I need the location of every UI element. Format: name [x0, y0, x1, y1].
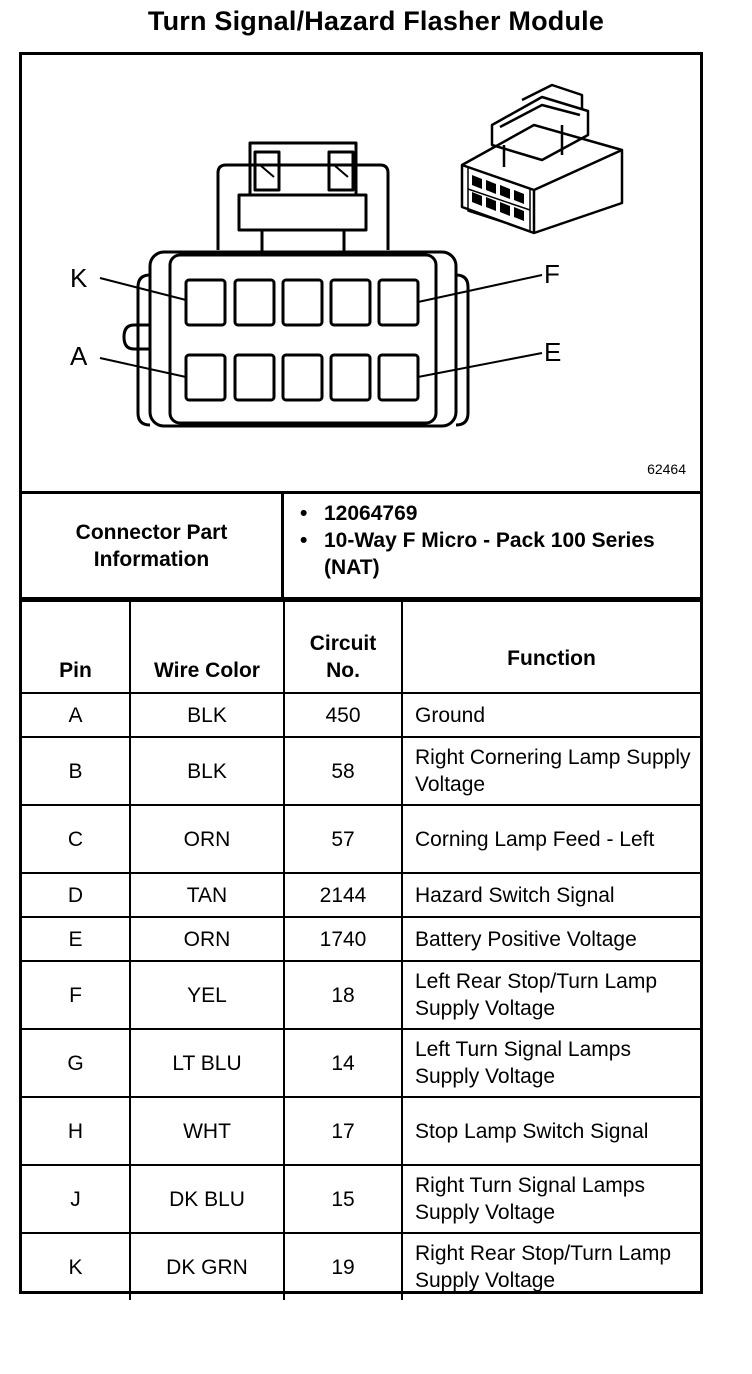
wire-color-cell: WHT	[130, 1097, 284, 1165]
pin-label-a: A	[70, 341, 88, 371]
table-header-row	[22, 601, 700, 693]
connector-face-drawing	[22, 55, 700, 491]
table-row	[22, 805, 700, 873]
connector-type: • 10-Way F Micro - Pack 100 Series (NAT)	[324, 527, 700, 581]
header-circuit-no: Circuit No.	[284, 601, 402, 693]
circuit-cell: 14	[284, 1029, 402, 1097]
table-row	[22, 873, 700, 917]
connector-latch	[218, 165, 388, 250]
function-cell: Left Turn Signal Lamps Supply Voltage	[402, 1029, 700, 1097]
pin-cell: F	[22, 961, 130, 1029]
header-wire-color: Wire Color	[130, 601, 284, 693]
function-cell: Ground	[402, 693, 700, 737]
wire-color-cell: TAN	[130, 873, 284, 917]
page-title: Turn Signal/Hazard Flasher Module	[147, 6, 605, 36]
circuit-cell: 450	[284, 693, 402, 737]
connector-isometric-view	[462, 85, 622, 233]
connector-part-info	[22, 491, 700, 600]
wire-color-cell: ORN	[130, 917, 284, 961]
wire-color-cell: BLK	[130, 737, 284, 805]
cavity	[331, 280, 370, 325]
circuit-cell: 2144	[284, 873, 402, 917]
circuit-cell: 17	[284, 1097, 402, 1165]
function-cell: Stop Lamp Switch Signal	[402, 1097, 700, 1165]
wire-color-cell: DK GRN	[130, 1233, 284, 1300]
table-row	[22, 1097, 700, 1165]
cavity-f	[379, 280, 418, 325]
wire-color-cell: LT BLU	[130, 1029, 284, 1097]
function-cell: Hazard Switch Signal	[402, 873, 700, 917]
function-cell: Left Rear Stop/Turn Lamp Supply Voltage	[402, 961, 700, 1029]
function-cell: Right Rear Stop/Turn Lamp Supply Voltage	[402, 1233, 700, 1300]
table-row	[22, 917, 700, 961]
header-function: Function	[402, 601, 700, 693]
function-cell: Right Cornering Lamp Supply Voltage	[402, 737, 700, 805]
pin-label-e: E	[544, 337, 562, 367]
circuit-cell: 19	[284, 1233, 402, 1300]
circuit-cell: 15	[284, 1165, 402, 1233]
pin-cell: C	[22, 805, 130, 873]
cavity	[283, 280, 322, 325]
pin-cell: H	[22, 1097, 130, 1165]
pin-cell: J	[22, 1165, 130, 1233]
pin-cell: B	[22, 737, 130, 805]
pin-cell: K	[22, 1233, 130, 1300]
figure-reference-number: 62464	[647, 461, 686, 477]
leader-a	[100, 358, 186, 377]
cavity-a	[186, 355, 225, 400]
pin-cell: D	[22, 873, 130, 917]
connector-sheet	[19, 52, 703, 1294]
pin-label-k: K	[70, 263, 88, 293]
function-cell: Battery Positive Voltage	[402, 917, 700, 961]
table-row	[22, 961, 700, 1029]
wire-color-cell: ORN	[130, 805, 284, 873]
function-cell: Right Turn Signal Lamps Supply Voltage	[402, 1165, 700, 1233]
pin-label-f: F	[544, 259, 560, 289]
cavity	[235, 355, 274, 400]
cavity	[331, 355, 370, 400]
circuit-cell: 58	[284, 737, 402, 805]
connector-info-label: Connector Part Information	[22, 494, 284, 597]
circuit-cell: 18	[284, 961, 402, 1029]
table-row	[22, 1029, 700, 1097]
wire-color-cell: YEL	[130, 961, 284, 1029]
cavity-e	[379, 355, 418, 400]
table-row	[22, 1233, 700, 1300]
table-row	[22, 737, 700, 805]
leader-k	[100, 278, 186, 300]
table-row	[22, 1165, 700, 1233]
wire-color-cell: DK BLU	[130, 1165, 284, 1233]
cavity	[283, 355, 322, 400]
connector-diagram	[22, 55, 700, 491]
circuit-cell: 57	[284, 805, 402, 873]
pin-function-table	[22, 600, 700, 1300]
wire-color-cell: BLK	[130, 693, 284, 737]
function-cell: Corning Lamp Feed - Left	[402, 805, 700, 873]
circuit-cell: 1740	[284, 917, 402, 961]
cavity-k	[186, 280, 225, 325]
latch-tab	[239, 195, 366, 230]
pin-cell: G	[22, 1029, 130, 1097]
pin-cell: E	[22, 917, 130, 961]
table-row	[22, 693, 700, 737]
cavity	[235, 280, 274, 325]
connector-info-list	[284, 494, 700, 597]
header-pin: Pin	[22, 601, 130, 693]
pin-cell: A	[22, 693, 130, 737]
connector-part-number: • 12064769	[324, 500, 700, 527]
